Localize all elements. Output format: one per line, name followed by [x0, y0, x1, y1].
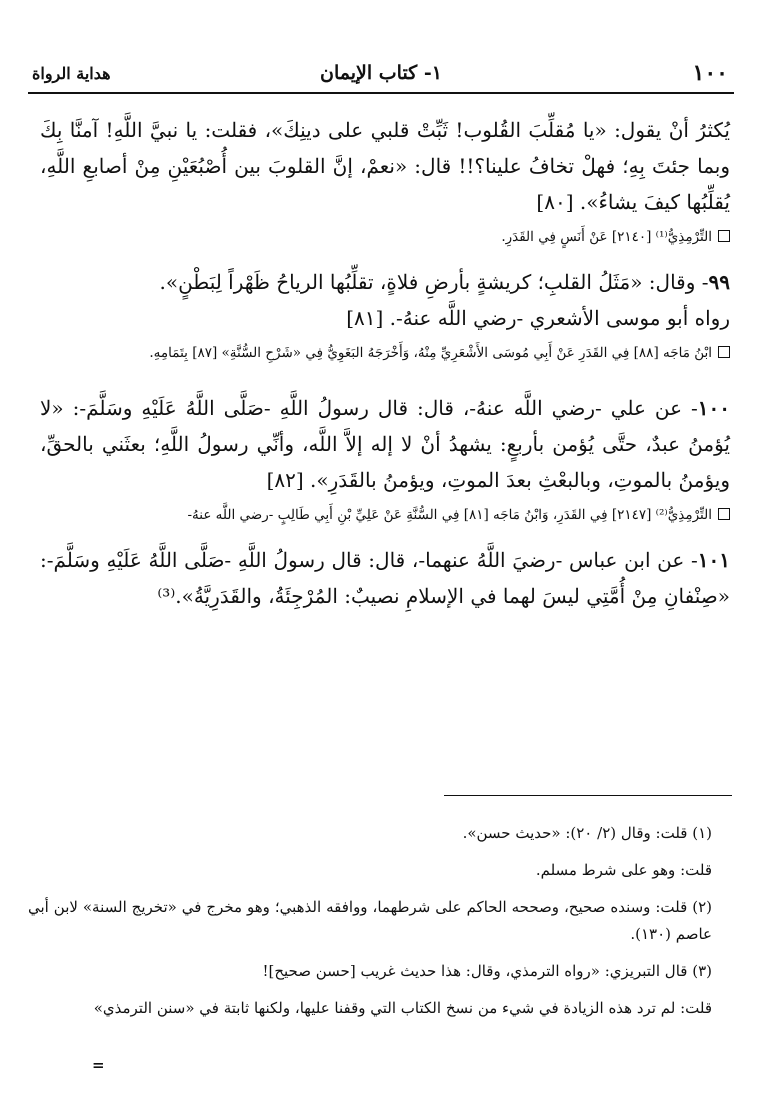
- running-title: هداية الرواة: [32, 64, 111, 83]
- hadith-number: ١٠١: [697, 548, 730, 572]
- hadith-99: ٩٩- وقال: «مَثَلُ القلبِ؛ كريشةٍ بأرضِ فلاةٍ، تقلِّبُها الرياحُ ظَهْراً لِبَطْنٍ».: [159, 270, 730, 294]
- square-bullet-icon: [718, 346, 730, 358]
- square-bullet-icon: [718, 508, 730, 520]
- hadith-number: ١٠٠: [697, 396, 730, 420]
- hadith-source: ابْنُ مَاجَه [٨٨] فِي القَدَرِ عَنْ أَبِي مُوسَى الأَشْعَرِيِّ مِنْهُ، وَأَخْرَجَهُ البَغَوِيُّ فِي «شَرْحِ السُّنَّةِ» [٨٧] بِتَمَامِهِ.: [40, 342, 730, 364]
- page-number: ١٠٠: [692, 60, 728, 86]
- hadith-narration: رواه أبو موسى الأشعري -رضي اللَّه عنهُ-. [٨١]: [346, 306, 730, 330]
- footnote: (٣) قال التبريزي: «رواه الترمذي، وقال: هذا حديث غريب [حسن صحيح]!: [262, 962, 712, 980]
- hadith-number: ٩٩: [708, 270, 730, 294]
- footnote: قلت: لم ترد هذه الزيادة في شيء من نسخ الكتاب التي وقفنا عليها، ولكنها ثابتة في «سنن الترمذي»: [93, 999, 712, 1017]
- hadith-source: التِّرْمِذِيُّ⁽¹⁾ [٢١٤٠] عَنْ أَنَسٍ فِي القَدَرِ.: [40, 226, 730, 248]
- continuation-mark: =: [92, 1056, 105, 1074]
- footnote: قلت: وهو على شرط مسلم.: [535, 861, 712, 879]
- main-text: [40, 112, 730, 614]
- hadith-101: ١٠١- عن ابن عباس -رضيَ اللَّهُ عنهما-، قال: قال رسولُ اللَّهِ -صَلَّى اللَّهُ عَلَيْهِ وسَلَّمَ-: «صِنْفانِ مِنْ أُمَّتِي ليسَ لهما في الإسلامِ نصيبٌ: المُرْجِئَةُ، والقَدَرِيَّةُ».⁽³⁾: [40, 548, 730, 608]
- footnote: (٢) قلت: وسنده صحيح، وصححه الحاكم على شرطهما، ووافقه الذهبي؛ وهو مخرج في «تخريج السنة» لابن أبي عاصم (١٣٠).: [28, 898, 712, 943]
- hadith-100: ١٠٠- عن علي -رضي اللَّه عنهُ-، قال: قال رسولُ اللَّهِ -صَلَّى اللَّهُ عَلَيْهِ وسَلَّمَ-: «لا يُؤمنُ عبدٌ، حتَّى يُؤمن بأربعٍ: يشهدُ أنْ لا إله إلاَّ اللَّه، وأنِّي رسولُ اللَّهِ؛ بعثَني بالحقِّ، ويؤمنُ بالموتِ، وبالبعْثِ بعدَ الموتِ، ويؤمنُ بالقَدَرِ». [٨٢]: [40, 396, 730, 492]
- footnotes: [28, 820, 712, 1032]
- page-header: [28, 58, 734, 94]
- hadith-continued-text: يُكثرُ أنْ يقول: «يا مُقلِّبَ القُلوب! ثَبِّتْ قلبي على دينِكَ»، فقلت: يا نبيَّ اللَّهِ! آمنَّا بِكَ وبما جئتَ بِهِ؛ فهلْ تخافُ علينا؟!! قال: «نعمْ، إنَّ القلوبَ بين أُصْبُعَيْنِ مِنْ أصابعِ اللَّهِ، يُقلِّبُها كيفَ يشاءُ». [٨٠]: [40, 118, 730, 214]
- chapter-title: ١- كتاب الإيمان: [320, 62, 442, 84]
- square-bullet-icon: [718, 230, 730, 242]
- footnote-divider: [444, 795, 732, 796]
- footnote: (١) قلت: وقال (٢/ ٢٠): «حديث حسن».: [462, 824, 712, 842]
- hadith-source: التِّرْمِذِيُّ⁽²⁾ [٢١٤٧] فِي القَدَرِ، وَابْنُ مَاجَه [٨١] فِي السُّنَّةِ عَنْ عَلِيِّ بْنِ أَبِي طَالِبٍ -رضي اللَّه عنهُ-: [40, 504, 730, 526]
